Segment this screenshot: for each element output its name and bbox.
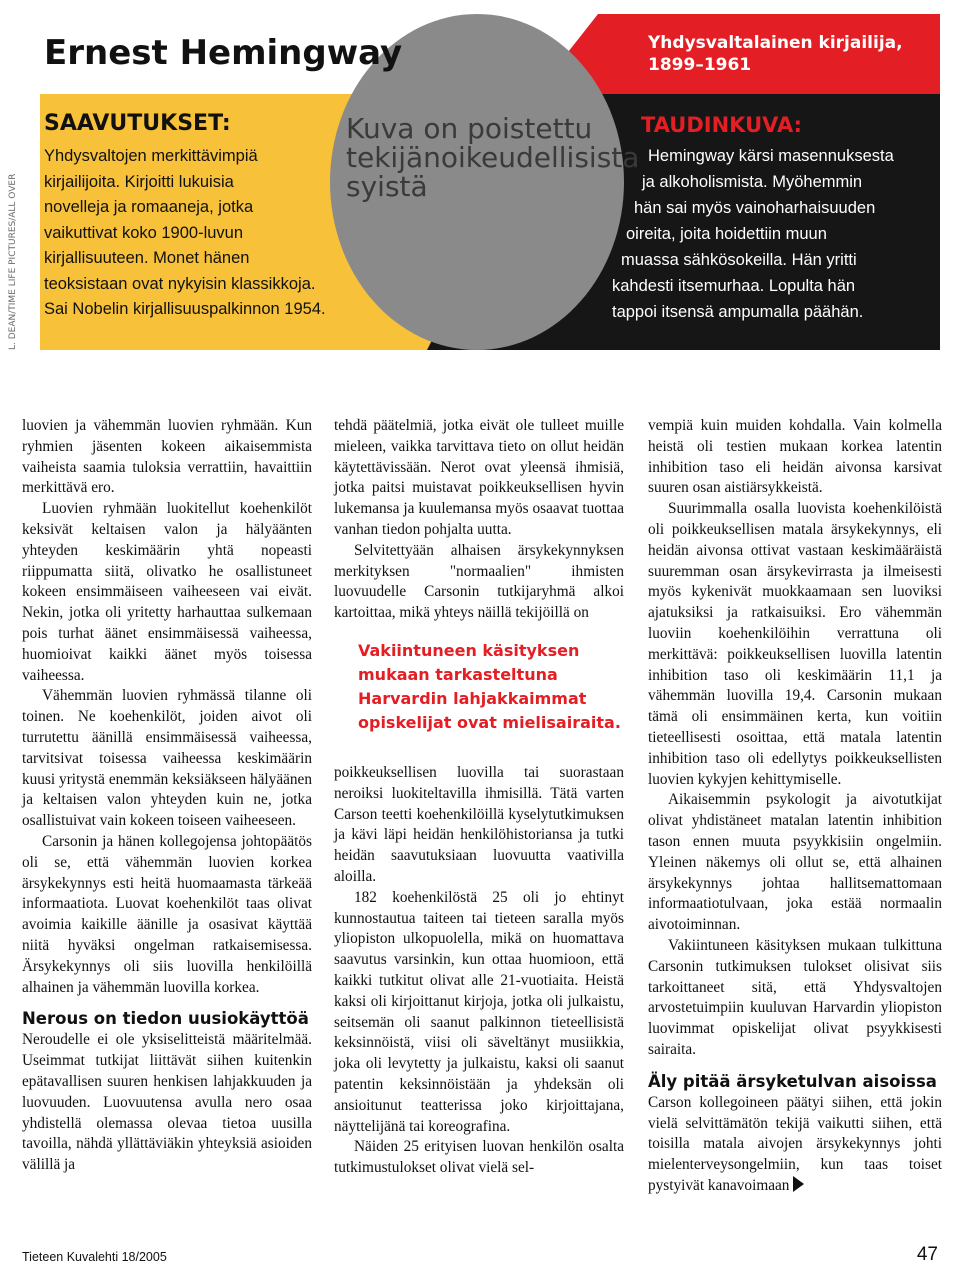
banner-subtitle: Yhdysvaltalainen kirjailija, 1899–1961 <box>648 33 903 75</box>
page-number: 47 <box>916 1244 938 1265</box>
paragraph: Vähemmän luovien ryhmässä tilanne oli toinen. Ne koehenkilöt, joiden aivot oli turrutettu äänillä ensimmäisessä vaiheessa, tarvitsivat toisessa vaiheessa keskimäärin kuusi yritystä enemmän keksiäkseen hälyäänen ja keltaisen valon yhteyden kuin ne, jotka osallistuivat vain kokeen toiseen vaiheeseen. <box>22 687 312 830</box>
paragraph: Näiden 25 erityisen luovan henkilön osalta tutkimustulokset olivat vielä sel- <box>334 1138 624 1177</box>
article-column-3 <box>648 416 942 1197</box>
continue-arrow-icon <box>793 1176 804 1192</box>
article-column-2 <box>334 416 624 1179</box>
illness-line: kahdesti itsemurhaa. Lopulta hän <box>612 277 856 295</box>
paragraph-text: Carson kollegoineen päätyi siihen, että jokin vielä selvittämätön tekijä vaikutti siihen, että toisilla matala aivojen ärsykekynnys johti mielenterveysongelmiin, kun taas toiset pystyivät kanavoimaan <box>648 1093 942 1194</box>
illness-heading: TAUDINKUVA: <box>641 113 802 137</box>
paragraph: Vakiintuneen käsityksen mukaan tulkittuna Carsonin tutkimuksen tulokset olisivat siis tarkoittaneet sitä, että Yhdysvaltojen arvostetuimpiin kuuluvan Harvardin yliopiston luovimmat opiskelijat olivat psyykkisesti sairaita. <box>648 936 942 1058</box>
publication-info: Tieteen Kuvalehti 18/2005 <box>22 1250 167 1264</box>
achievements-line: Yhdysvaltojen merkittävimpiä <box>44 147 258 165</box>
banner-title: Ernest Hemingway <box>44 33 403 73</box>
achievements-line: kirjallisuuteen. Monet hänen <box>44 249 250 267</box>
paragraph: vempiä kuin muiden kohdalla. Vain kolmella heistä oli testien mukaan korkea latentin inhibition taso eli heidän aivonsa karsivat suuren osan aistiärsykkeistä. <box>648 417 942 497</box>
illness-line: ja alkoholismista. Myöhemmin <box>642 173 863 191</box>
achievements-text <box>44 144 344 323</box>
paragraph: Suurimmalla osalla luovista koehenkilöistä oli poikkeuksellisen matala ärsykekynnys, eli heidän aivonsa ottivat vastaan keskimääräistä suuremman osan ärsykevirrasta ja ilmeisesti myös kykenivät muokkaamaan sen luoviksi ajatuksiksi ja ratkaisuiksi. Ero vähemmän luoviin koehenkilöihin verrattuna oli merkittävä: poikkeuksellisen luovilla latentin inhibition taso oli keskimäärin 11,1 ja vähemmän luovilla 19,4. Carsonin mukaan tämä oli ensimmäinen kerta, kun voitiin tieteellisesti osoittaa, että matala latentin inhibition taso oli edellytys poikkeuksellisten luovien kykyjen kehittymiselle. <box>648 500 942 788</box>
paragraph: poikkeuksellisen luovilla tai suorastaan neroiksi luokiteltavilla ihmisillä. Tätä varten Carson teetti koehenkilöillä kyselytutkimuksen ja kävi läpi heidän henkilöhistoriansa ja tutki heidän saavutuksiaan luovuutta vaativilla aloilla. <box>334 763 624 885</box>
section-heading: Äly pitää ärsyketulvan aisoissa <box>648 1071 937 1091</box>
achievements-line: kirjailijoita. Kirjoitti lukuisia <box>44 172 234 191</box>
illness-line: oireita, joita hoidettiin muun <box>626 225 827 243</box>
paragraph: Neroudelle ei ole yksiselitteistä määritelmää. Useimmat tutkijat liittävät siihen kuitenkin epätavallisen suuren henkisen lahjakkuuden ja luovuuden. Luovuutensa avulla nero osaa yhdistellä olemassa olevaa tietoa uusilla tavoilla, nähdä yllättäviäkin yhteyksiä asioiden välillä ja <box>22 1031 312 1174</box>
illness-line: Hemingway kärsi masennuksesta <box>648 147 894 165</box>
paragraph: tehdä päätelmiä, jotka eivät ole tulleet muille mieleen, vaikka tarvittava tieto on ollut heidän käytettävissään. Nerot ovat yleensä ihmisiä, jotka paitsi muistavat poikkeuksellisen hyvin lukemansa ja kuulemansa myös osaavat tuottaa vanhan tiedon pohjalta uutta. <box>334 417 624 538</box>
achievements-line: Sai Nobelin kirjallisuuspalkinnon 1954. <box>44 300 326 318</box>
photo-removed-text: Kuva on poistettu tekijänoikeudellisista syistä <box>346 112 640 203</box>
pull-quote: Vakiintuneen käsityksen mukaan tarkasteltuna Harvardin lahjakkaimmat opiskelijat ovat mielisairaita. <box>358 640 621 732</box>
paragraph <box>648 1093 942 1197</box>
achievements-line: novelleja ja romaaneja, jotka <box>44 198 254 216</box>
paragraph: 182 koehenkilöstä 25 oli jo ehtinyt kunnostautua taiteen tai tieteen saralla myös yliopiston ulkopuolella, mikä on huomattava saavutus varsinkin, kun ottaa huomioon, että kaikki tutkitut olivat alle 21-vuotiaita. Heistä kaksi oli kirjoittanut kirjoja, jotka oli julkaistu, seitsemän oli saanut palkinnon tieteellisistä keksinnöistä, viisi oli säveltänyt musiikkia, joka oli levytetty ja julkaistu, kaksi oli saanut patentin keksinnöistään ja yhdeksän oli ansioitunut teatterissa joko kirjoittajana, näyttelijänä tai koreografina. <box>334 888 624 1135</box>
section-heading: Nerous on tiedon uusiokäyttöä <box>22 1009 309 1029</box>
paragraph: Luovien ryhmään luokitellut koehenkilöt keksivät keltaisen valon ja hälyäänten yhteyden keskimäärin yhtä nopeasti riippumatta siitä, olivatko he osallistuneet kokeen ensimmäiseen vaiheeseen vai eivät. Nekin, jotka oli yritetty harhauttaa sulkemaan pois turhat äänet ensimmäisessä vaiheessa, huomioivat kaikki äänet myös toisessa vaiheessa. <box>22 500 312 684</box>
achievements-line: vaikuttivat koko 1900-luvun <box>44 223 244 242</box>
paragraph: Selvitettyään alhaisen ärsykekynnyksen merkityksen "normaalien" ihmisten luovuudelle Carsonin tutkijaryhmä alkoi kartoittaa, mikä yhteys näillä tekijöillä on <box>334 541 624 622</box>
paragraph: Aikaisemmin psykologit ja aivotutkijat olivat yhdistäneet matalan latentin inhibition tason ennen muuta psyykkisiin ongelmiin. Yleinen näkemys oli ollut se, että alhainen ärsykekynnys johtaa hallitsemattomaan informaatiotulvaan, joka estää normaalin aivotoiminnan. <box>648 791 942 934</box>
illness-line: tappoi itsensä ampumalla päähän. <box>612 303 864 321</box>
illness-line: muassa sähkösokeilla. Hän yritti <box>621 251 857 269</box>
illness-line: hän sai myös vainoharhaisuuden <box>634 199 876 217</box>
photo-credit: L. DEAN/TIME LIFE PICTURES/ALL OVER <box>8 173 18 350</box>
article-column-1 <box>22 416 312 1176</box>
achievements-line: teoksistaan ovat nykyisin klassikkoja. <box>44 274 316 293</box>
achievements-heading: SAAVUTUKSET: <box>44 111 231 136</box>
paragraph: Carsonin ja hänen kollegojensa johtopäätös oli se, että vähemmän luovien korkea ärsykekynnys esti heitä huomaamasta tärkeää informaatiota. Luovat koehenkilöt taas olivat avoimia kaikille äänille ja osasivat käyttää niitä hyväksi ongelman ratkaisemisessa. Ärsykekynnys oli siis luovilla henkilöillä alhainen ja vähemmän luovilla korkea. <box>22 832 312 996</box>
paragraph: luovien ja vähemmän luovien ryhmään. Kun ryhmien jäsenten kokeen aikaisemmista vaiheista saamia tuloksia verrattiin, havaittiin merkittävä ero. <box>22 417 312 497</box>
illness-text <box>560 143 920 325</box>
